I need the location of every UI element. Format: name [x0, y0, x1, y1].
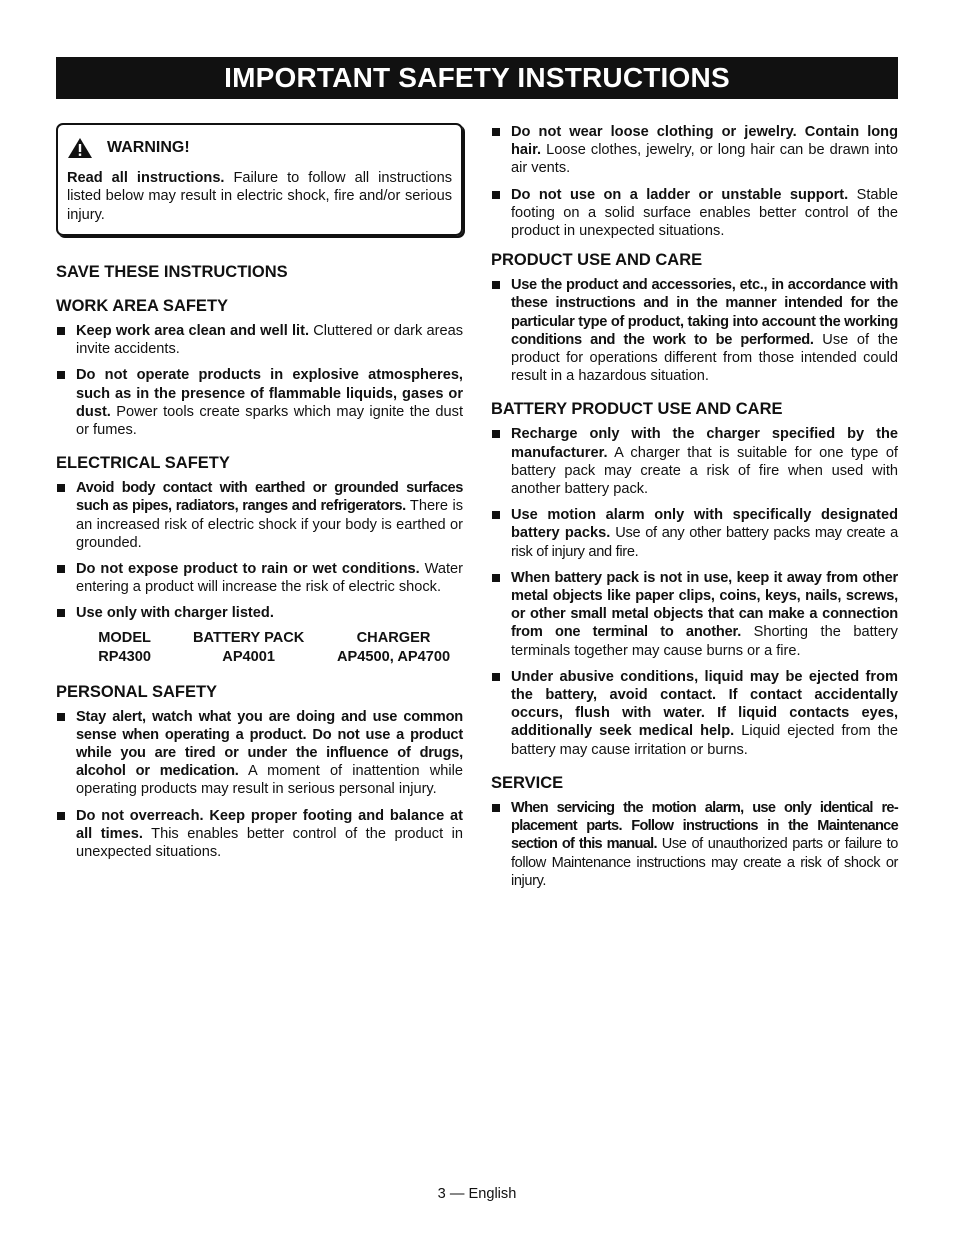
- list-item: Use motion alarm only with specifically designated battery packs. Use of any other battery packs may create a risk of injury and fire.: [491, 506, 898, 561]
- list-item: Keep work area clean and well lit. Cluttered or dark areas invite accidents.: [56, 322, 463, 358]
- table-header-row: MODEL BATTERY PACK CHARGER: [98, 629, 431, 646]
- list-item: Do not operate products in explosive atmospheres, such as in the presence of flammable liquids, gases or dust. Power tools create sparks which may ignite the dust or fumes.: [56, 366, 463, 439]
- left-column: [56, 123, 463, 869]
- right-column: [491, 123, 898, 898]
- page-footer: 3 — English: [437, 1186, 517, 1202]
- list-item: Do not use on a ladder or unstable support. Stable footing on a solid surface enables better control of the product in unexpected situations.: [491, 186, 898, 241]
- warning-header: [67, 137, 452, 159]
- list-item: Under abusive conditions, liquid may be ejected from the battery, avoid contact. If contact accidentally occurs, flush with water. If liquid contacts eyes, additionally seek medical help. Liquid ejected from the battery may cause irritation or burns.: [491, 668, 898, 759]
- page-title: IMPORTANT SAFETY INSTRUCTIONS: [56, 57, 898, 99]
- charger-table: [76, 629, 463, 668]
- service-heading: SERVICE: [491, 773, 564, 792]
- list-item: Do not expose product to rain or wet conditions. Water entering a product will increase the risk of electric shock.: [56, 560, 463, 596]
- warning-box: [56, 123, 463, 236]
- list-item: Recharge only with the charger specified by the manufacturer. A charger that is suitable for one type of battery pack may create a risk of fire when used with another battery pack.: [491, 425, 898, 498]
- save-instructions-heading: SAVE THESE INSTRUCTIONS: [56, 262, 288, 281]
- electrical-heading: ELECTRICAL SAFETY: [56, 454, 230, 473]
- list-item: Do not overreach. Keep proper footing and balance at all times. This enables better control of the product in unexpected situations.: [56, 807, 463, 862]
- warning-label: WARNING!: [107, 139, 190, 156]
- warning-triangle-icon: [67, 137, 93, 159]
- battery-heading: BATTERY PRODUCT USE AND CARE: [491, 400, 783, 419]
- list-item: Do not wear loose clothing or jewelry. Contain long hair. Loose clothes, jewelry, or long hair can be drawn into air vents.: [491, 123, 898, 178]
- table-row: RP4300 AP4001 AP4500, AP4700: [98, 649, 451, 666]
- work-area-heading: WORK AREA SAFETY: [56, 296, 229, 315]
- product-use-heading: PRODUCT USE AND CARE: [491, 251, 703, 270]
- list-item: Stay alert, watch what you are doing and use common sense when operating a product. Do not use a product while you are tired or under the influence of drugs, alcohol or medication. A moment of inattention while operating products may result in serious personal injury.: [56, 708, 463, 799]
- personal-heading: PERSONAL SAFETY: [56, 682, 218, 701]
- list-item: When battery pack is not in use, keep it away from other metal objects like paper clips, coins, keys, nails, screws, or other small metal objects that can make a connection from one terminal to another. Shorting the battery terminals together may cause burns or a fire.: [491, 569, 898, 660]
- list-item: Use only with charger listed.: [56, 604, 463, 622]
- list-item: Avoid body contact with earthed or grounded surfaces such as pipes, radiators, ranges and refrigerators. There is an increased risk of electric shock if your body is earthed or grounded.: [56, 479, 463, 552]
- list-item: When servicing the motion alarm, use only identical re-placement parts. Follow instructions in the Maintenance section of this manual. Use of unauthorized parts or failure to follow Maintenance instructions may create a risk of shock or injury.: [491, 799, 898, 890]
- list-item: Use the product and accessories, etc., in accordance with these instructions and in the manner intended for the particular type of product, taking into account the working conditions and the work to be performed. Use of the product for operations different from those intended could result in a hazardous situation.: [491, 276, 898, 385]
- warning-text: Read all instructions. Failure to follow all instructions listed below may result in electric shock, fire and/or serious injury.: [67, 170, 452, 223]
